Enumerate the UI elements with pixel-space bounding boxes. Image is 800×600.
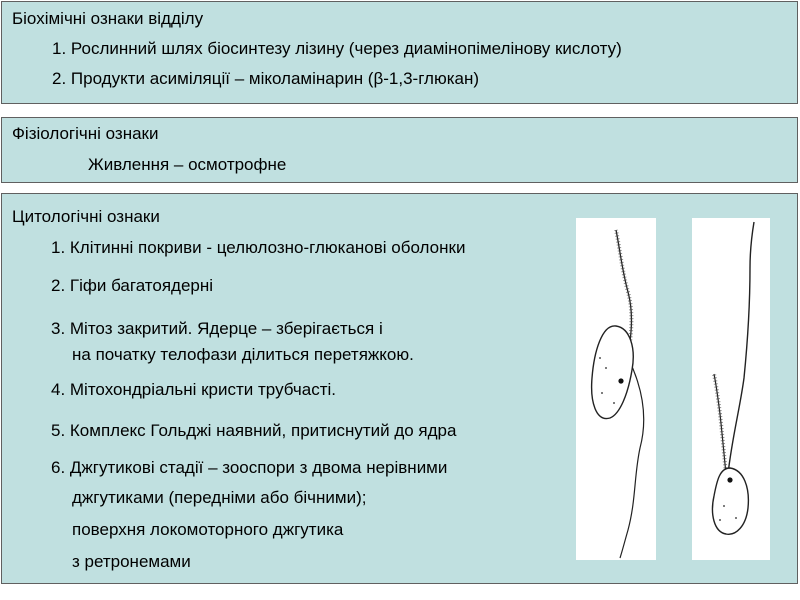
cytological-item-1: 1. Клітинні покриви - целюлозно-глюканові оболонки xyxy=(51,238,466,257)
cytological-item-3b: на початку телофази ділиться перетяжкою. xyxy=(72,345,414,364)
cytological-title: Цитологічні ознаки xyxy=(12,207,160,226)
cytological-item-4: 4. Мітохондріальні кристи трубчасті. xyxy=(51,380,337,399)
zoospore-anterior-flagella-illustration xyxy=(692,218,770,560)
cytological-item-6c: поверхня локомоторного джгутика xyxy=(72,520,344,539)
cytological-features-panel xyxy=(1,193,798,584)
cytological-item-3a: 3. Мітоз закритий. Ядерце – зберігається і xyxy=(51,319,383,338)
cytological-item-5: 5. Комплекс Гольджі наявний, притиснутий до ядра xyxy=(51,421,457,440)
cytological-item-6a: 6. Джгутикові стадії – зооспори з двома нерівними xyxy=(51,458,448,477)
biochemical-features-panel xyxy=(1,1,798,104)
zoospore-lateral-flagella-svg xyxy=(576,218,656,560)
cytological-item-6b: джгутиками (передніми або бічними); xyxy=(72,488,367,507)
physiological-features-panel xyxy=(1,117,798,183)
physiological-item-1: Живлення – осмотрофне xyxy=(88,155,287,174)
cytological-item-6d: з ретронемами xyxy=(72,552,191,571)
biochemical-item-1: 1. Рослинний шлях біосинтезу лізину (через диамінопімелінову кислоту) xyxy=(52,39,622,58)
cytological-item-2: 2. Гіфи багатоядерні xyxy=(51,276,214,295)
zoospore-lateral-flagella-illustration xyxy=(576,218,656,560)
biochemical-item-2: 2. Продукти асиміляції – міколамінарин (β-1,3-глюкан) xyxy=(52,69,480,88)
zoospore-anterior-flagella-svg xyxy=(692,218,770,560)
biochemical-title: Біохімічні ознаки відділу xyxy=(12,9,204,28)
physiological-title: Фізіологічні ознаки xyxy=(12,124,159,143)
